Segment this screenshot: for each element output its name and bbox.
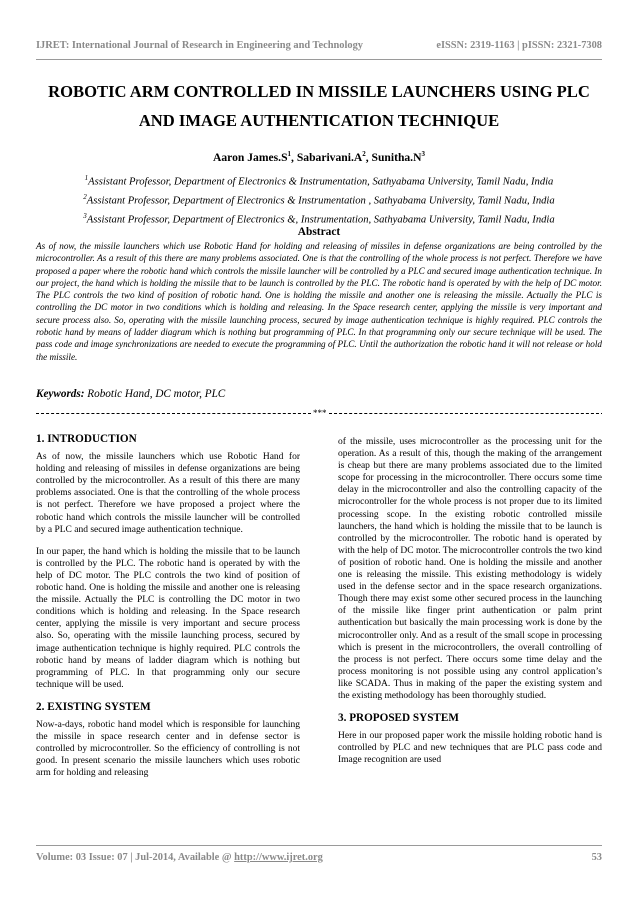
left-column (36, 433, 300, 789)
author-sup: 1 (287, 150, 292, 158)
header-rule (36, 59, 602, 60)
affiliation-text: Assistant Professor, Department of Electronics & Instrumentation, Sathyabama University, Tamil Nadu, India (88, 176, 554, 188)
author-name: Sabarivani.A (296, 150, 363, 164)
page-number: 53 (591, 852, 602, 863)
footer-volume (36, 852, 323, 863)
keywords (36, 388, 225, 400)
affiliation-sup: 1 (84, 174, 89, 182)
affiliation-text: Assistant Professor, Department of Electronics & Instrumentation , Sathyabama University, Tamil Nadu, India (86, 195, 555, 207)
affiliation-sup: 3 (83, 212, 87, 221)
separator-dash-right (329, 413, 603, 414)
affiliation-text: Assistant Professor, Department of Electronics &, Instrumentation, Sathyabama University, Tamil Nadu, India (86, 214, 555, 226)
keywords-value: Robotic Hand, DC motor, PLC (87, 388, 226, 400)
paragraph: of the missile, uses microcontroller as the processing unit for the operation. As a result of this, though the making of the arrangement is cheap but there are many problems associated due to the limited scope for processing in the microcontroller. There occurs some time delay in the microcontroller and also the controlling capacity of the microcontroller for the whole process is not proper due to its limited processing scope. In the existing robotic controlled missile launchers, the hand which is holding the missile that to be launch is controlled by the microcontroller. The robotic hand is operated by with the help of DC motor. The microcontroller controls the two kind of position of robotic hand. One is holding the missile and another one is releasing the missile. This existing methodology is widely used in the defense sector and in the space research organizations. Though there may exist some other secured process in the launching of the missile like finger print authentication or palm print authentication but basically the main processing work is done by the microcontroller only. And as a result of the small scope in processing which is present in the microcontrollers, the overall controlling of the process is not perfect. There occurs some time delay and the process monitoring is not possible using any control application’s like SCADA. Thus in making of the paper the existing system and the existing methodology has been thoroughly studied. (338, 437, 602, 701)
author-name: Aaron James.S (213, 150, 288, 164)
author-list: Aaron $James.S^1$, $Sabarivani.A^2$, $Sunitha.N^3$ (213, 150, 425, 164)
footer-rule (36, 845, 602, 846)
right-column (338, 436, 602, 776)
author-name: Sunitha.N (371, 150, 422, 164)
section-heading-proposed-system: 3. PROPOSED SYSTEM (338, 712, 459, 725)
title-line-2: AND IMAGE AUTHENTICATION TECHNIQUE (138, 111, 500, 130)
paragraph: Here in our proposed paper work the missile holding robotic hand is controlled by PLC and new techniques that are PLC pass code and Image recognition are used (338, 731, 602, 766)
journal-name: IJRET: International Journal of Research in Engineering and Technology (36, 40, 363, 51)
title-line-1: ROBOTIC ARM CONTROLLED IN MISSILE LAUNCHERS USING PLC (48, 82, 590, 101)
affiliation-sup: 2 (83, 193, 87, 202)
running-footer (36, 852, 602, 863)
section-separator (36, 408, 602, 418)
footer-prefix: Volume: 03 Issue: 07 | Jul-2014, Available @ (36, 852, 235, 863)
abstract-heading: Abstract (297, 226, 341, 238)
abstract-body: As of now, the missile launchers which use Robotic Hand for holding and releasing of missiles in defense organizations are being controlled by the microcontroller. As a result of this there are many problems associated. One is that the controlling of the whole process is not perfect. Therefore we have proposed a paper where the robotic hand which controls the missile launcher will be controlled by a PLC and secured image authentication technique. In our project, the hand which is holding the missile that to be launch is controlled by the PLC. The robotic hand is operated by with the help of DC motor. The PLC controls the two kind of position of robotic hand. One is holding the missile and another one is releasing the missile. Actually the PLC is controlling the DC motor in two conditions which is holding and releasing. In the Space research center, applying the missile is very important and secure process also. So, operating with the missile launching process, secured by image authentication technique is highly required. PLC controls the robotic hand by means of ladder diagram which is nothing but programming of PLC. In that programming only our secure technique will be used. The pass code and image synchronizations are needed to execute the programming of PLC. Until the authorization the robotic hand it will not release or hold the missile. (36, 241, 602, 362)
separator-dash-left (36, 413, 311, 414)
author-sup: 2 (362, 150, 366, 158)
paper-title (30, 77, 608, 135)
running-header (36, 40, 602, 51)
paragraph: Now-a-days, robotic hand model which is responsible for launching the missile in space research center and in defense sector is controlled by microcontroller. So the efficiency of controlling is not good. In present scenario the missile launchers which uses robotic arm for holding and releasing (36, 719, 300, 779)
paragraph: In our paper, the hand which is holding the missile that to be launch is controlled by the PLC. The robotic hand is operated by with the help of DC motor. The PLC controls the two kind of position of robotic hand. One is holding the missile and another one is releasing the missile. Actually the PLC is controlling the DC motor in two conditions which is holding and releasing. In the Space research center, applying the missile is very important and secure process also. So, operating with the missile launching process, secured by image authentication technique is highly required. PLC controls the robotic hand by means of ladder diagram which is nothing but programming of PLC. In that programming only our secure technique will be used. (36, 546, 300, 690)
section-heading-existing-system: 2. EXISTING SYSTEM (36, 700, 151, 713)
affiliation (30, 190, 608, 209)
issn: eISSN: 2319-1163 | pISSN: 2321-7308 (436, 40, 602, 51)
affiliation (30, 171, 608, 190)
affiliations (30, 171, 608, 228)
author-sup: 3 (421, 150, 425, 158)
separator-stars: *** (313, 408, 327, 418)
paragraph: As of now, the missile launchers which use Robotic Hand for holding and releasing of missiles in defense organizations are being controlled by the microcontroller. As a result of this there are many problems associated. One is that the controlling of the whole process is not perfect. Therefore we have proposed a project where the robotic hand which controls the missile launcher will be controlled by a PLC and secured image authentication technique. (36, 452, 300, 535)
section-heading-introduction: 1. INTRODUCTION (36, 433, 137, 445)
keywords-label: Keywords: (36, 388, 85, 400)
journal-link[interactable]: http://www.ijret.org (234, 852, 323, 863)
